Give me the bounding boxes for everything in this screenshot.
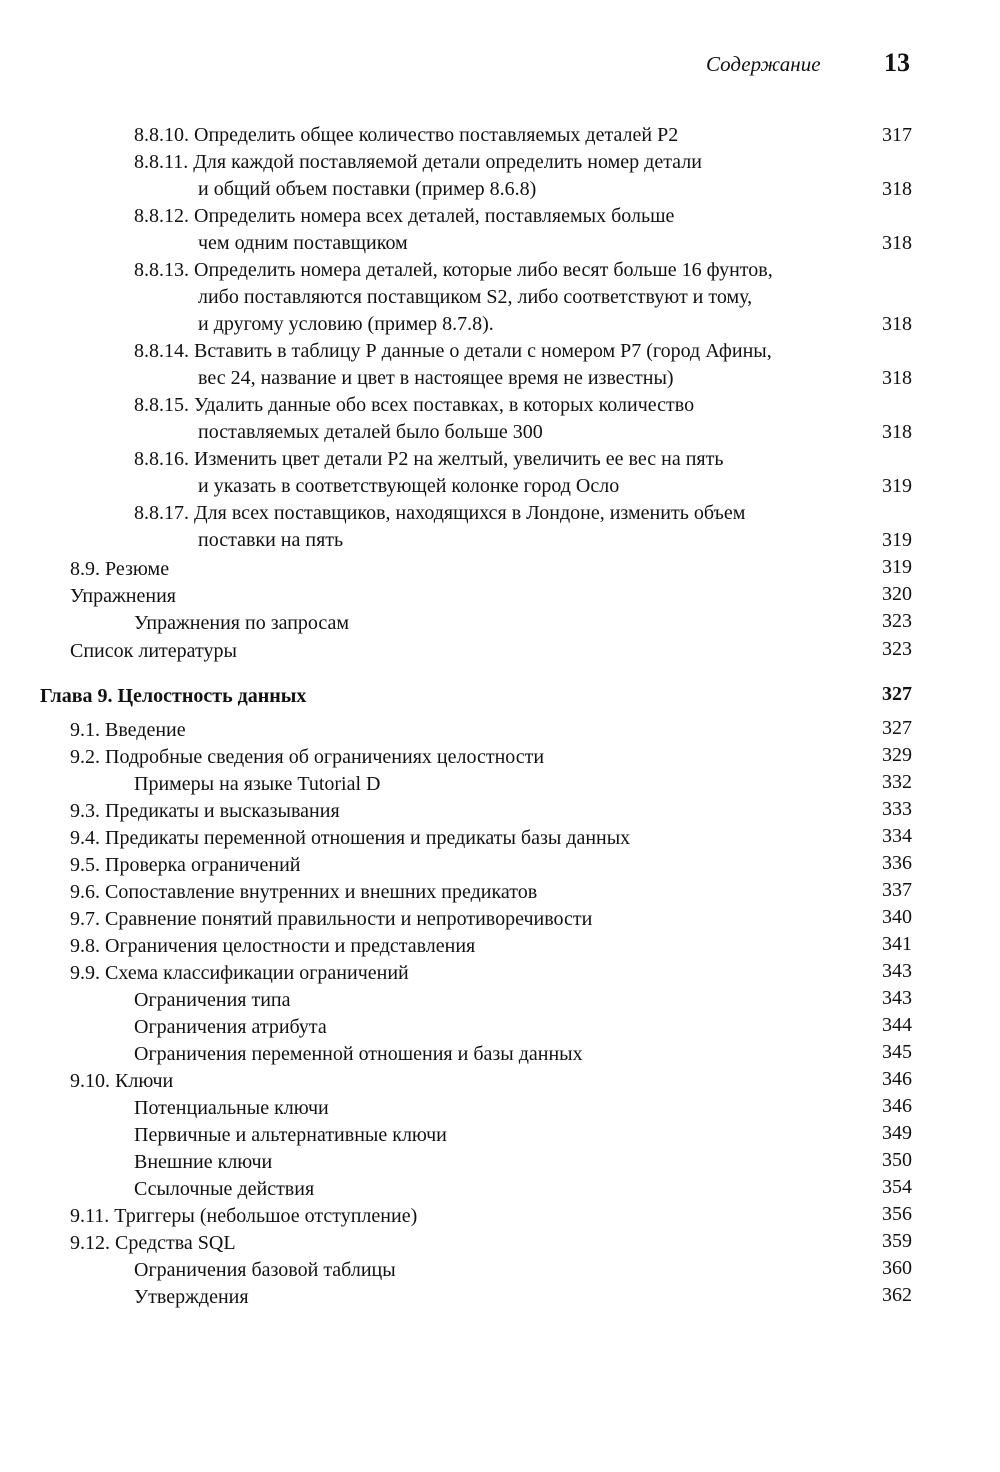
toc-entry-page: 323 xyxy=(882,638,912,660)
toc-entry-title: Упражнения по запросам xyxy=(134,612,350,634)
toc-entry-page: 318 xyxy=(882,421,912,443)
toc-entry-title: 9.11. Триггеры (небольшое отступление) xyxy=(70,1205,418,1227)
toc-entry-title: 8.8.15. Удалить данные обо всех поставках, в которых количество xyxy=(134,394,695,416)
toc-entry-page: 345 xyxy=(882,1041,912,1063)
toc-entry-page: 346 xyxy=(882,1095,912,1117)
toc-entry-page: 327 xyxy=(882,683,912,705)
toc-entry-title: Глава 9. Целостность данных xyxy=(40,685,307,707)
toc-entry-page: 344 xyxy=(882,1014,912,1036)
toc-entry-title: Первичные и альтернативные ключи xyxy=(134,1124,447,1146)
toc-entry-page: 350 xyxy=(882,1149,912,1171)
toc-entry-title: 9.10. Ключи xyxy=(70,1070,174,1092)
toc-entry-title: Упражнения xyxy=(70,585,176,607)
toc-entry-title: 9.3. Предикаты и высказывания xyxy=(70,800,340,822)
toc-entry-title: 8.8.17. Для всех поставщиков, находящихся в Лондоне, изменить объем xyxy=(134,502,746,524)
toc-entry-title: Список литературы xyxy=(70,640,237,662)
toc-entry-page: 327 xyxy=(882,717,912,739)
toc-entry-page: 319 xyxy=(882,556,912,578)
toc-entry-title: 9.7. Сравнение понятий правильности и непротиворечивости xyxy=(70,908,593,930)
toc-entry-page: 354 xyxy=(882,1176,912,1198)
toc-entry-title: Утверждения xyxy=(134,1286,249,1308)
toc-entry-title: Ограничения типа xyxy=(134,989,291,1011)
toc-entry-page: 333 xyxy=(882,798,912,820)
toc-entry-page: 337 xyxy=(882,879,912,901)
toc-entry-title: 9.4. Предикаты переменной отношения и предикаты базы данных xyxy=(70,827,631,849)
running-head: Содержание xyxy=(706,52,821,76)
toc-entry-title: Ограничения атрибута xyxy=(134,1016,327,1038)
toc-entry-page: 320 xyxy=(882,583,912,605)
toc-entry-page: 329 xyxy=(882,744,912,766)
toc-entry-title: 8.8.11. Для каждой поставляемой детали определить номер детали xyxy=(134,151,702,173)
toc-entry-page: 346 xyxy=(882,1068,912,1090)
toc-entry-page: 359 xyxy=(882,1230,912,1252)
toc-entry-title: 9.5. Проверка ограничений xyxy=(70,854,301,876)
toc-entry-page: 340 xyxy=(882,906,912,928)
toc-entry-title: поставки на пять xyxy=(198,529,344,551)
toc-entry-page: 319 xyxy=(882,529,912,551)
toc-entry-title: Ссылочные действия xyxy=(134,1178,315,1200)
toc-entry-title: поставляемых деталей было больше 300 xyxy=(198,421,543,443)
toc-entry-page: 360 xyxy=(882,1257,912,1279)
toc-entry-page: 323 xyxy=(882,610,912,632)
toc-entry-page: 362 xyxy=(882,1284,912,1306)
toc-entry-title: 8.8.12. Определить номера всех деталей, поставляемых больше xyxy=(134,205,675,227)
toc-entry-title: Ограничения базовой таблицы xyxy=(134,1259,396,1281)
toc-entry-title: 9.9. Схема классификации ограничений xyxy=(70,962,409,984)
toc-entry-title: 9.6. Сопоставление внутренних и внешних предикатов xyxy=(70,881,538,903)
toc-entry-page: 343 xyxy=(882,987,912,1009)
page-number: 13 xyxy=(884,48,910,77)
toc-entry-title: и общий объем поставки (пример 8.6.8) xyxy=(198,178,537,200)
toc-entry-page: 334 xyxy=(882,825,912,847)
toc-entry-page: 356 xyxy=(882,1203,912,1225)
toc-entry-title: вес 24, название и цвет в настоящее время не известны) xyxy=(198,367,674,389)
toc-entry-title: Потенциальные ключи xyxy=(134,1097,329,1119)
toc-entry-title: 9.2. Подробные сведения об ограничениях целостности xyxy=(70,746,545,768)
toc-entry-page: 318 xyxy=(882,313,912,335)
toc-entry-page: 319 xyxy=(882,475,912,497)
toc-entry-page: 318 xyxy=(882,178,912,200)
toc-entry-page: 332 xyxy=(882,771,912,793)
toc-entry-title: либо поставляются поставщиком S2, либо соответствуют и тому, xyxy=(198,286,753,308)
toc-entry-title: 9.1. Введение xyxy=(70,719,186,741)
toc-entry-page: 343 xyxy=(882,960,912,982)
toc-entry-page: 341 xyxy=(882,933,912,955)
toc-entry-title: 8.8.16. Изменить цвет детали Р2 на желтый, увеличить ее вес на пять xyxy=(134,448,724,470)
toc-entry-title: чем одним поставщиком xyxy=(198,232,408,254)
toc-entry-page: 336 xyxy=(882,852,912,874)
toc-entry-page: 349 xyxy=(882,1122,912,1144)
toc-entry-title: 9.12. Средства SQL xyxy=(70,1232,236,1254)
toc-entry-page: 318 xyxy=(882,232,912,254)
toc-entry-title: Примеры на языке Tutorial D xyxy=(134,773,381,795)
toc-entry-title: 8.8.13. Определить номера деталей, которые либо весят больше 16 фунтов, xyxy=(134,259,773,281)
toc-entry-title: и другому условию (пример 8.7.8). xyxy=(198,313,494,335)
toc-entry-title: Ограничения переменной отношения и базы данных xyxy=(134,1043,583,1065)
toc-entry-title: 8.8.10. Определить общее количество поставляемых деталей Р2 xyxy=(134,124,679,146)
toc-entry-title: Внешние ключи xyxy=(134,1151,273,1173)
toc-entry-title: и указать в соответствующей колонке город Осло xyxy=(198,475,620,497)
toc-entry-page: 318 xyxy=(882,367,912,389)
toc-entry-title: 9.8. Ограничения целостности и представления xyxy=(70,935,476,957)
toc-entry-title: 8.8.14. Вставить в таблицу Р данные о детали с номером Р7 (город Афины, xyxy=(134,340,772,362)
toc-entry-title: 8.9. Резюме xyxy=(70,558,170,580)
toc-entry-page: 317 xyxy=(882,124,912,146)
